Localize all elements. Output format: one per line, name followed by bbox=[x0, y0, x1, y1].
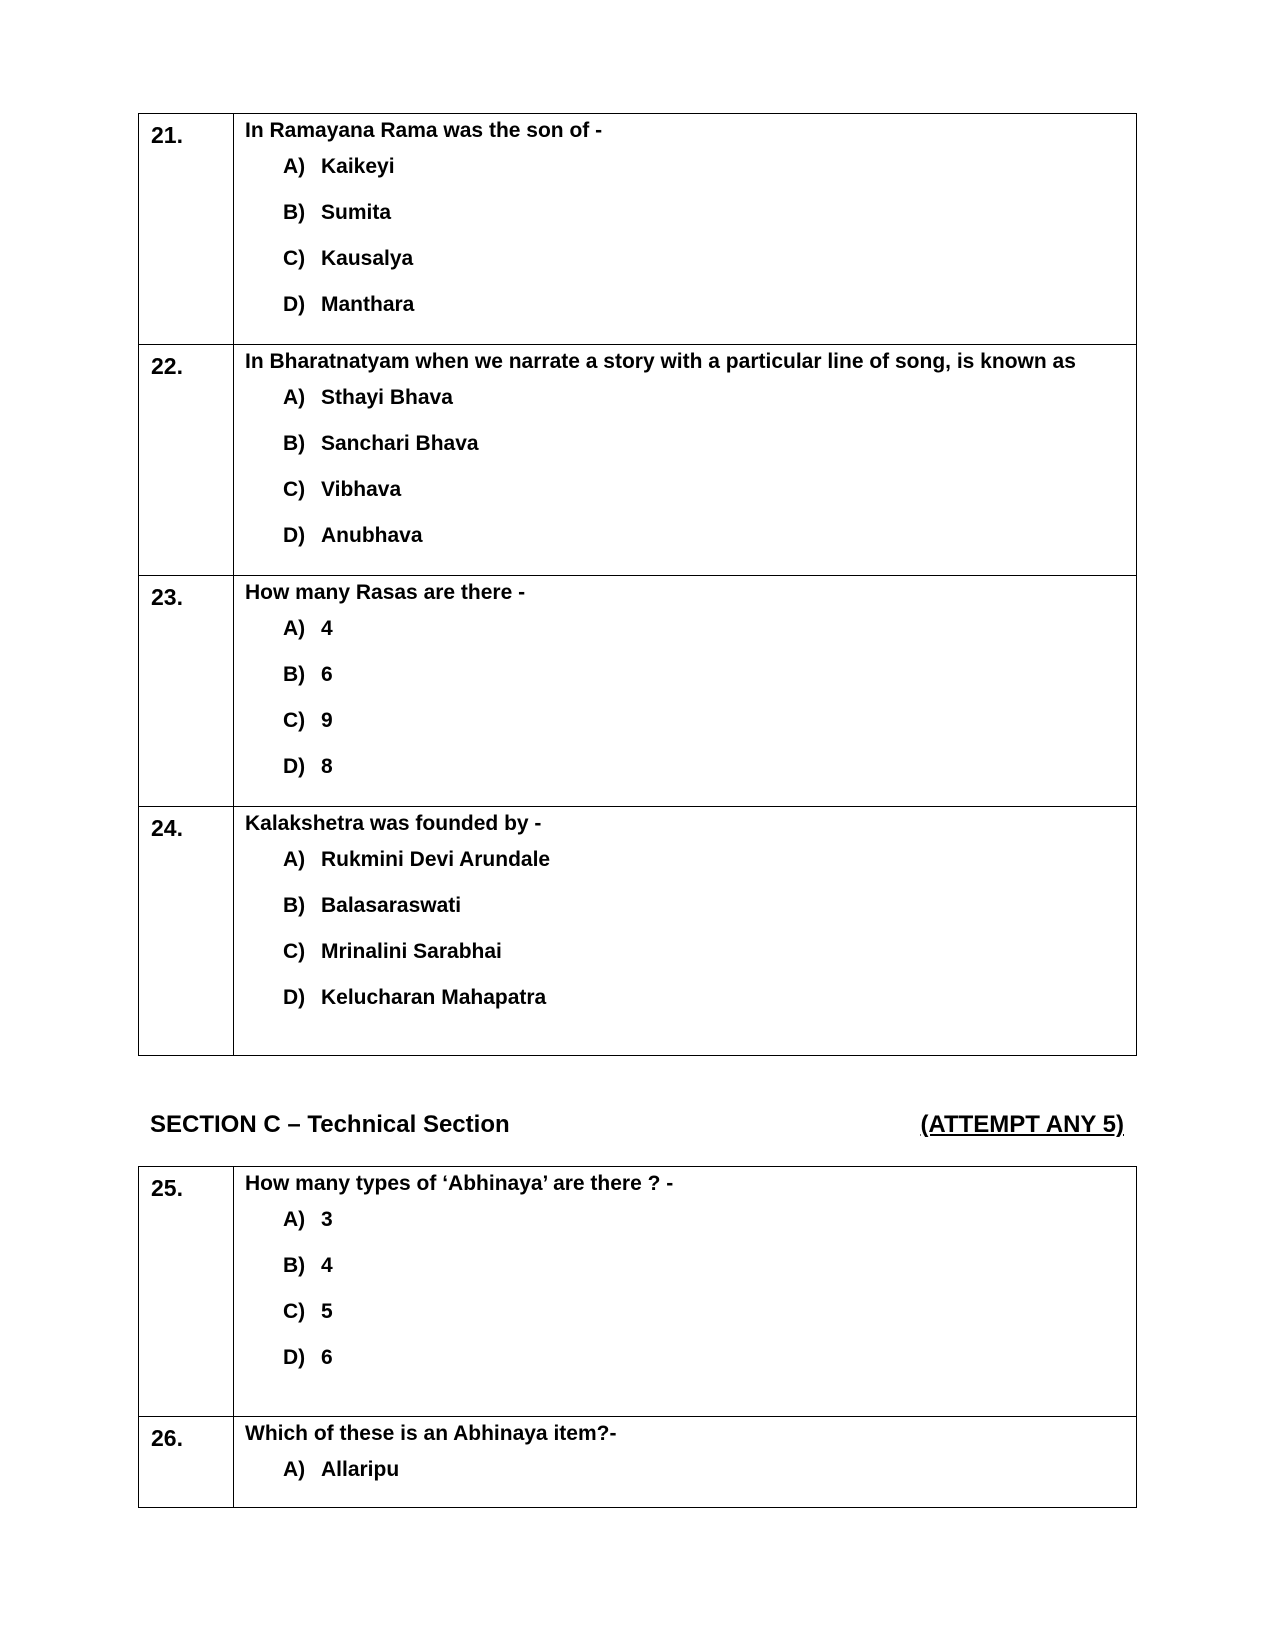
option-a: A) Allaripu bbox=[283, 1458, 400, 1481]
question-body bbox=[234, 1417, 1137, 1508]
option-c: C) Mrinalini Sarabhai bbox=[283, 940, 502, 963]
option-b: B) Sanchari Bhava bbox=[283, 432, 479, 455]
question-text: Kalakshetra was founded by - bbox=[245, 812, 542, 835]
question-number: 23. bbox=[139, 576, 234, 807]
option-b: B) Balasaraswati bbox=[283, 894, 462, 917]
option-a: A) 3 bbox=[283, 1208, 333, 1231]
option-d: D) Anubhava bbox=[283, 524, 423, 547]
question-body bbox=[234, 1167, 1137, 1417]
question-text: How many Rasas are there - bbox=[245, 581, 526, 604]
question-number: 26. bbox=[139, 1417, 234, 1508]
question-number: 22. bbox=[139, 345, 234, 576]
question-text: How many types of ‘Abhinaya’ are there ? - bbox=[245, 1172, 674, 1195]
option-d: D) 8 bbox=[283, 755, 333, 778]
options-list bbox=[245, 837, 1136, 1021]
question-number: 25. bbox=[139, 1167, 234, 1417]
option-c: C) Kausalya bbox=[283, 247, 414, 270]
option-a: A) Rukmini Devi Arundale bbox=[283, 848, 551, 871]
question-body bbox=[234, 807, 1137, 1056]
option-b: B) 6 bbox=[283, 663, 333, 686]
question-row-23 bbox=[139, 576, 1137, 807]
section-instruction: (ATTEMPT ANY 5) bbox=[920, 1111, 1124, 1138]
question-body bbox=[234, 576, 1137, 807]
question-number: 21. bbox=[139, 114, 234, 345]
option-a: A) 4 bbox=[283, 617, 333, 640]
option-a: A) Kaikeyi bbox=[283, 155, 395, 178]
option-c: C) 5 bbox=[283, 1300, 333, 1323]
question-row-25 bbox=[139, 1167, 1137, 1417]
question-row-24 bbox=[139, 807, 1137, 1056]
options-list bbox=[245, 1447, 1136, 1493]
questions-table-1 bbox=[138, 113, 1137, 1056]
option-d: D) Kelucharan Mahapatra bbox=[283, 986, 547, 1009]
question-text: Which of these is an Abhinaya item?- bbox=[245, 1422, 617, 1445]
options-list bbox=[245, 1197, 1136, 1381]
option-c: C) 9 bbox=[283, 709, 333, 732]
question-text: In Ramayana Rama was the son of - bbox=[245, 119, 603, 142]
question-body bbox=[234, 114, 1137, 345]
question-number: 24. bbox=[139, 807, 234, 1056]
question-row-21 bbox=[139, 114, 1137, 345]
section-heading: SECTION C – Technical Section bbox=[150, 1111, 510, 1138]
option-d: D) Manthara bbox=[283, 293, 415, 316]
option-d: D) 6 bbox=[283, 1346, 333, 1369]
option-c: C) Vibhava bbox=[283, 478, 402, 501]
option-a: A) Sthayi Bhava bbox=[283, 386, 453, 409]
question-row-26 bbox=[139, 1417, 1137, 1508]
options-list bbox=[245, 606, 1136, 790]
question-text: In Bharatnatyam when we narrate a story with a particular line of song, is known as bbox=[245, 350, 1076, 373]
option-b: B) Sumita bbox=[283, 201, 392, 224]
option-b: B) 4 bbox=[283, 1254, 333, 1277]
questions-table-2 bbox=[138, 1166, 1137, 1508]
options-list bbox=[245, 144, 1136, 328]
question-row-22 bbox=[139, 345, 1137, 576]
options-list bbox=[245, 375, 1136, 559]
question-body bbox=[234, 345, 1137, 576]
